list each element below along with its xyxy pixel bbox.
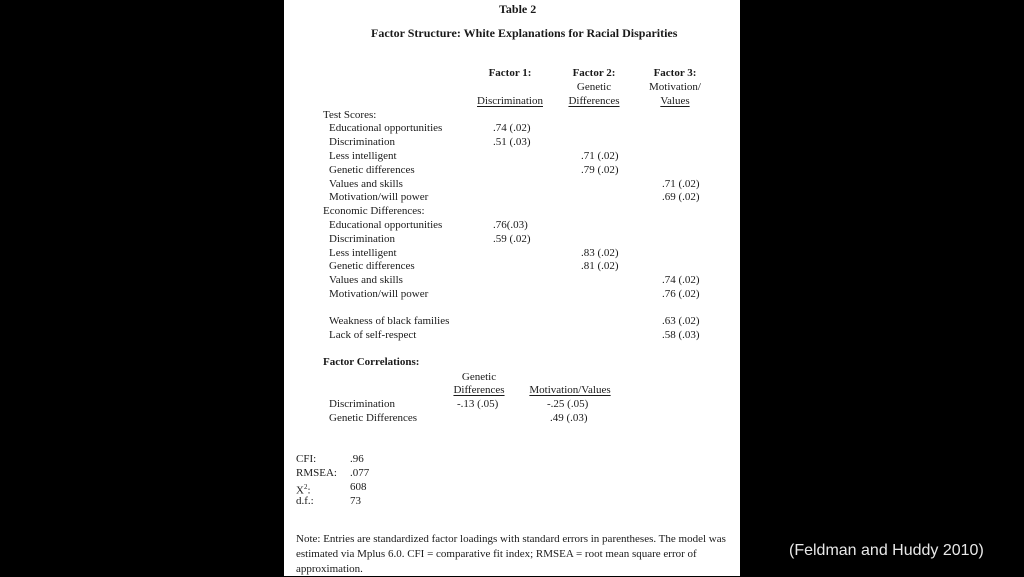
cfi-label: CFI: <box>296 453 317 465</box>
factor1-subheader: Discrimination <box>477 95 543 107</box>
row-label: Genetic differences <box>329 164 415 176</box>
loading-cell: .58 (.03) <box>662 329 700 341</box>
loading-cell: .71 (.02) <box>662 178 700 190</box>
rmsea-value: .077 <box>350 467 370 479</box>
df-label: d.f.: <box>296 495 314 507</box>
corr-cell: -.25 (.05) <box>547 398 589 410</box>
corr-col1-header-2: Differences <box>453 384 505 396</box>
row-label: Weakness of black families <box>329 315 450 327</box>
factor1-header: Factor 1: <box>488 67 532 79</box>
row-label: Educational opportunities <box>329 219 443 231</box>
corr-cell: .49 (.03) <box>550 412 588 424</box>
group-economic-differences: Economic Differences: <box>323 205 425 217</box>
loading-cell: .69 (.02) <box>662 191 700 203</box>
row-label: Discrimination <box>329 136 395 148</box>
corr-col2-header: Motivation/Values <box>529 384 611 396</box>
citation: (Feldman and Huddy 2010) <box>789 542 984 559</box>
row-label: Motivation/will power <box>329 288 429 300</box>
corr-row-label: Genetic Differences <box>329 412 418 424</box>
corr-cell: -.13 (.05) <box>457 398 499 410</box>
loading-cell: .59 (.02) <box>493 233 531 245</box>
loading-cell: .83 (.02) <box>581 247 619 259</box>
factor3-subheader-1: Motivation/ <box>649 81 701 93</box>
group-test-scores: Test Scores: <box>323 109 377 121</box>
row-label: Motivation/will power <box>329 191 429 203</box>
corr-row-label: Discrimination <box>329 398 395 410</box>
chi-square-value: 608 <box>350 481 367 493</box>
cfi-value: .96 <box>350 453 364 465</box>
loading-cell: .79 (.02) <box>581 164 619 176</box>
row-label: Discrimination <box>329 233 395 245</box>
rmsea-label: RMSEA: <box>296 467 337 479</box>
loading-cell: .76(.03) <box>493 219 528 231</box>
row-label: Genetic differences <box>329 260 415 272</box>
row-label: Values and skills <box>329 178 403 190</box>
loading-cell: .74 (.02) <box>662 274 700 286</box>
factor-correlations-heading: Factor Correlations: <box>323 356 420 368</box>
row-label: Values and skills <box>329 274 403 286</box>
factor3-subheader-2: Values <box>660 95 690 107</box>
corr-col1-header-1: Genetic <box>461 371 497 383</box>
chi-square-label: $X^2$: <box>296 483 311 497</box>
loading-cell: .63 (.02) <box>662 315 700 327</box>
loading-cell: .76 (.02) <box>662 288 700 300</box>
loading-cell: .74 (.02) <box>493 122 531 134</box>
row-label: Less intelligent <box>329 247 397 259</box>
factor2-subheader-1: Genetic <box>576 81 612 93</box>
loading-cell: .71 (.02) <box>581 150 619 162</box>
table-note: Note: Entries are standardized factor loadings with standard errors in parentheses. The model was estimated via Mplus 6.0. CFI = comparative fit index; RMSEA = root mean square error of approximation. <box>296 533 726 575</box>
df-value: 73 <box>350 495 361 507</box>
row-label: Less intelligent <box>329 150 397 162</box>
factor2-header: Factor 2: <box>572 67 616 79</box>
row-label: Educational opportunities <box>329 122 443 134</box>
factor2-subheader-2: Differences <box>568 95 620 107</box>
table-number: Table 2 <box>499 2 537 16</box>
loading-cell: .81 (.02) <box>581 260 619 272</box>
row-label: Lack of self-respect <box>329 329 417 341</box>
factor3-header: Factor 3: <box>653 67 697 79</box>
table-title: Factor Structure: White Explanations for Racial Disparities <box>371 26 678 40</box>
table-page <box>284 0 740 576</box>
loading-cell: .51 (.03) <box>493 136 531 148</box>
